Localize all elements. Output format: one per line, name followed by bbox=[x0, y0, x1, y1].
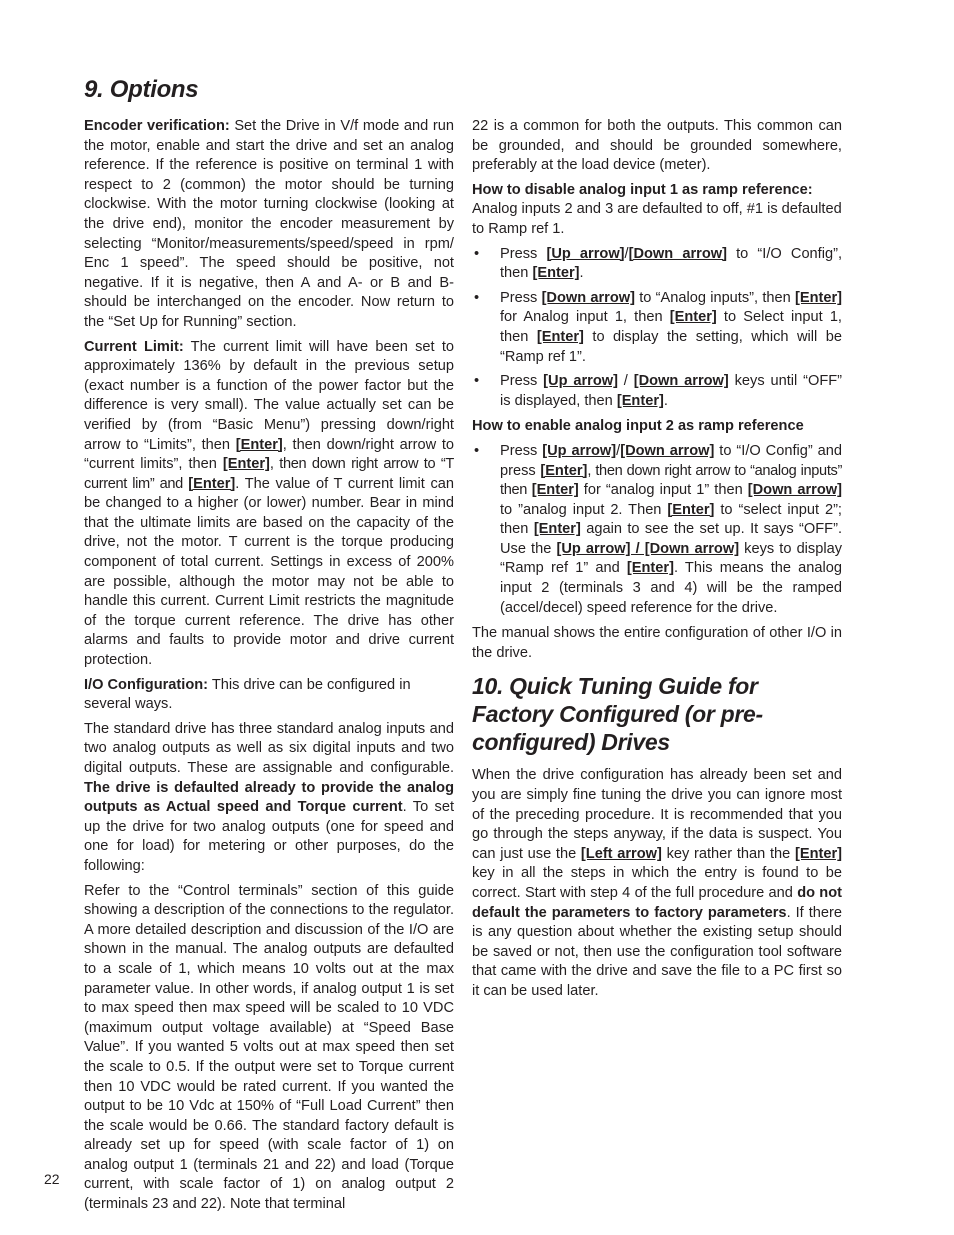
io-configuration-label: I/O Configuration: bbox=[84, 676, 209, 693]
enter-key: [Enter] bbox=[222, 456, 270, 473]
current-limit-paragraph: Current Limit: The current limit will have been set to approximately 136% by default in the previous setup (exact number is a function of the power factor but the difference is very small). The value actually set can be verified by (from “Basic Menu”) pressing down/right arrow to “Limits”, then [Enter], then down/right arrow to “current limits”, then [Enter], then down right arrow to “T current lim” and [Enter]. The value of T current limit can be changed to a higher (or lower) number. Bear in mind that the ultimate limits are based on the capacity of the drive, not the motor. T current is the torque producing component of total current. Settings in excess of 200% are possible, although the motor may not be able to handle this current. Current Limit restricts the magnitude of the torque current reference. The drive has other alarms and faults to provide motor and drive current protection. bbox=[84, 338, 454, 669]
manual-reference-paragraph: The manual shows the entire configuration of other I/O in the drive. bbox=[472, 625, 842, 661]
enter-key: [Enter] bbox=[794, 289, 842, 306]
disable-input-label: How to disable analog input 1 as ramp reference: bbox=[472, 181, 813, 198]
encoder-verification-label: Encoder verification: bbox=[84, 118, 230, 134]
list-item: • Press [Up arrow]/[Down arrow] to “I/O Config”, then [Enter]. bbox=[472, 245, 842, 284]
section-9-heading: 9. Options bbox=[84, 76, 199, 103]
up-down-arrow-keys: [Up arrow] / [Down arrow] bbox=[556, 540, 740, 557]
io-configuration-paragraph: I/O Configuration: This drive can be configured in several ways. bbox=[84, 676, 411, 713]
enter-key: [Enter] bbox=[626, 560, 674, 577]
disable-input-steps bbox=[472, 245, 842, 412]
disable-input-paragraph: How to disable analog input 1 as ramp reference: Analog inputs 2 and 3 are defaulted to off, #1 is defaulted to Ramp ref 1. bbox=[472, 181, 842, 237]
up-arrow-key: [Up arrow] bbox=[546, 245, 625, 262]
enter-key: [Enter] bbox=[235, 436, 283, 453]
list-item: • Press [Up arrow]/[Down arrow] to “I/O Config” and press [Enter], then down right arrow to “analog inputs” then [Enter] for “analog input 1” then [Down arrow] to ”analog input 2. Then [Enter] to “select input 2”; then [Enter] again to see the set up. It says “OFF”. Use the [Up arrow] / [Down arrow] keys to display “Ramp ref 1” and [Enter]. This means the analog input 2 (terminals 3 and 4) will be the ramped (accel/decel) speed reference for the drive. bbox=[472, 442, 842, 618]
standard-drive-paragraph: The standard drive has three standard analog inputs and two analog outputs as well as six digital inputs and two digital outputs. These are assignable and configurable. The drive is defaulted already to provide the analog outputs as Actual speed and Torque current. To set up the drive for two analog outputs (one for speed and one for load) for metering or other purposes, do the following: bbox=[84, 720, 455, 874]
enter-key: [Enter] bbox=[669, 309, 717, 326]
section-10-heading: 10. Quick Tuning Guide for Factory Configured (or pre-configured) Drives bbox=[472, 673, 763, 756]
enter-key: [Enter] bbox=[533, 521, 581, 538]
down-arrow-key: [Down arrow] bbox=[628, 245, 727, 262]
encoder-verification-paragraph: Encoder verification: Set the Drive in V/f mode and run the motor, enable and start the drive and set an analog reference. If the reference is positive on terminal 1 with respect to 2 (common) the motor should be turning clockwise. With the motor turning clockwise (looking at the drive end), monitor the encoder measurement by selecting “Monitor/measurements/speed/speed in rpm/ Enc 1 speed”. The speed should be positive, not negative. If it is negative, then A and A- or B and B- should be interchanged on the encoder. Now return to the “Set Up for Running” section. bbox=[84, 118, 454, 330]
enter-key: [Enter] bbox=[188, 475, 236, 492]
enter-key: [Enter] bbox=[667, 501, 715, 518]
down-arrow-key: [Down arrow] bbox=[747, 482, 842, 499]
up-arrow-key: [Up arrow] bbox=[543, 373, 618, 390]
current-limit-label: Current Limit: bbox=[84, 338, 184, 355]
down-arrow-key: [Down arrow] bbox=[620, 442, 715, 459]
down-arrow-key: [Down arrow] bbox=[633, 373, 729, 390]
list-item: • Press [Down arrow] to “Analog inputs”, then [Enter] for Analog input 1, then [Enter] to Select input 1, then [Enter] to display the setting, which will be “Ramp ref 1”. bbox=[472, 289, 842, 367]
enter-key: [Enter] bbox=[532, 265, 580, 282]
quick-tuning-paragraph: When the drive configuration has already been set and you are simply fine tuning the drive you can ignore most of the preceding procedure. It is recommended that you go through the steps anyway, if the data is suspect. You can just use the [Left arrow] key rather than the [Enter] key in all the steps in which the entry is found to be correct. Start with step 4 of the full procedure and do not default the parameters to factory parameters. If there is any question about whether the existing setup should be saved or not, then use the configuration tool software that came with the drive and save the file to a PC first so it can be used later. bbox=[472, 767, 842, 999]
no-default-warning: do not default the parameters to factory parameters bbox=[472, 885, 842, 921]
left-arrow-key: [Left arrow] bbox=[580, 845, 662, 862]
down-arrow-key: [Down arrow] bbox=[541, 289, 635, 306]
list-item: • Press [Up arrow] / [Down arrow] keys until “OFF” is displayed, then [Enter]. bbox=[472, 372, 842, 411]
control-terminals-paragraph: Refer to the “Control terminals” section of this guide showing a description of the connections to the regulator. A more detailed description and discussion of the I/O are shown in the manual. The analog outputs are defaulted to a scale of 1, which means 10 volts out at the max parameter value. In other words, if analog output 1 is set to max speed then max speed will be scaled to 10 VDC (maximum output voltage available) at “Speed Base Value”. If you wanted 5 volts out at max speed then set the scale to 0.5. If the output were set to Torque current then 10 VDC would be rated current. If you wanted the output to be 10 Vdc at 150% of “Full Load Current” then the scale would be 0.66. The standard factory default is already set up for speed (with scale factor of 1) on analog output 1 (terminals 21 and 22) and load (Torque current, with scale factor of 1) on analog output 2 (terminals 23 and 22). Note that terminal bbox=[84, 882, 454, 1213]
enter-key: [Enter] bbox=[531, 482, 579, 499]
right-column bbox=[472, 117, 842, 1007]
common-terminal-paragraph: 22 is a common for both the outputs. This common can be grounded, and should be grounded somewhere, preferably at the load device (meter). bbox=[472, 118, 842, 174]
enable-input-label: How to enable analog input 2 as ramp reference bbox=[472, 418, 804, 435]
left-column bbox=[84, 117, 454, 1220]
enable-input-steps bbox=[472, 442, 842, 618]
enter-key: [Enter] bbox=[536, 328, 584, 345]
enter-key: [Enter] bbox=[794, 845, 842, 862]
enable-input-label-paragraph bbox=[472, 417, 842, 437]
up-arrow-key: [Up arrow] bbox=[542, 442, 617, 459]
enter-key: [Enter] bbox=[616, 392, 664, 409]
enter-key: [Enter] bbox=[540, 462, 588, 479]
page-number: 22 bbox=[44, 1171, 60, 1187]
default-outputs-note: The drive is defaulted already to provide the analog outputs as Actual speed and Torque current bbox=[84, 779, 454, 816]
